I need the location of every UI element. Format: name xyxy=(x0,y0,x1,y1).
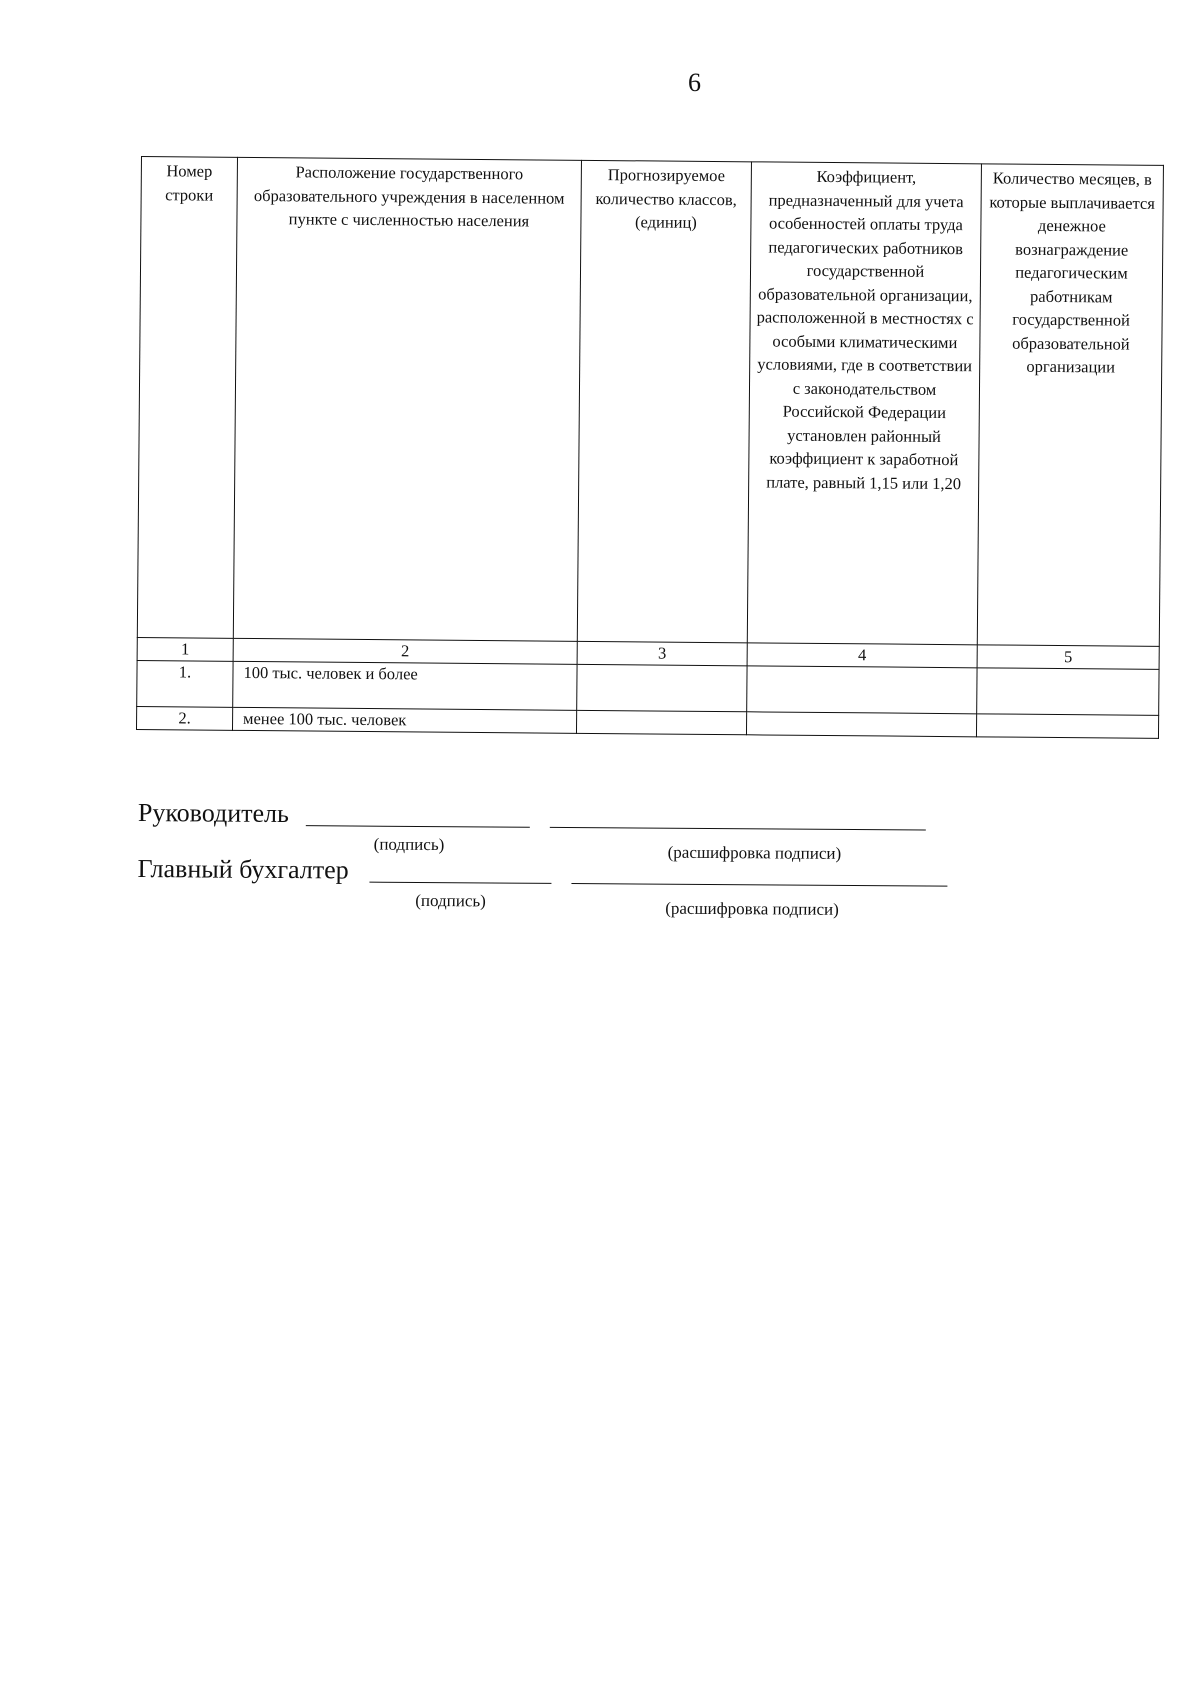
column-number: 4 xyxy=(747,643,977,668)
column-number: 2 xyxy=(233,638,577,664)
row-location: 100 тыс. человек и более xyxy=(233,661,577,710)
row-number: 1. xyxy=(137,660,233,707)
head-decoding-line[interactable] xyxy=(550,827,926,831)
column-number: 1 xyxy=(137,637,233,661)
header-location: Расположение государственного образовательного учреждения в населенном пункте с численностью населения xyxy=(233,157,581,641)
head-decoding-hint: (расшифровка подписи) xyxy=(667,842,842,863)
header-coefficient: Коэффициент, предназначенный для учета особенностей оплаты труда педагогических работников государственной образовательной организации, расположенной в местностях с особыми климатическими условиями, где в соответствии с законодательством Российской Федерации установлен районный коэффициент к заработной плате, равный 1,15 или 1,20 xyxy=(747,162,981,645)
accountant-role-label: Главный бухгалтер xyxy=(137,853,349,885)
row-months-cell[interactable] xyxy=(976,714,1158,739)
accountant-signature-hint: (подпись) xyxy=(415,890,486,911)
row-classes-cell[interactable] xyxy=(576,710,746,734)
column-number: 5 xyxy=(977,645,1159,670)
head-signature-hint: (подпись) xyxy=(373,834,445,855)
accountant-decoding-line[interactable] xyxy=(571,883,947,887)
page-number: 6 xyxy=(688,68,701,97)
form-table xyxy=(136,156,1164,739)
row-months-cell[interactable] xyxy=(977,668,1159,716)
row-number: 2. xyxy=(136,706,232,730)
column-number: 3 xyxy=(577,641,747,665)
signature-block xyxy=(137,800,1038,936)
head-signature-line[interactable] xyxy=(306,825,530,828)
accountant-decoding-hint: (расшифровка подписи) xyxy=(665,898,839,919)
header-months-count: Количество месяцев, в которые выплачивается денежное вознаграждение педагогическим работникам государственной образовательной организации xyxy=(977,164,1163,647)
row-coefficient-cell[interactable] xyxy=(747,666,977,714)
row-location: менее 100 тыс. человек xyxy=(232,707,576,733)
accountant-signature-line[interactable] xyxy=(369,882,551,884)
row-coefficient-cell[interactable] xyxy=(746,712,976,737)
head-role-label: Руководитель xyxy=(137,798,290,829)
header-row-number: Номер строки xyxy=(137,157,237,639)
table-header-row xyxy=(137,157,1163,647)
row-classes-cell[interactable] xyxy=(577,664,747,711)
header-classes-count: Прогнозируемое количество классов, (единиц) xyxy=(577,160,751,642)
